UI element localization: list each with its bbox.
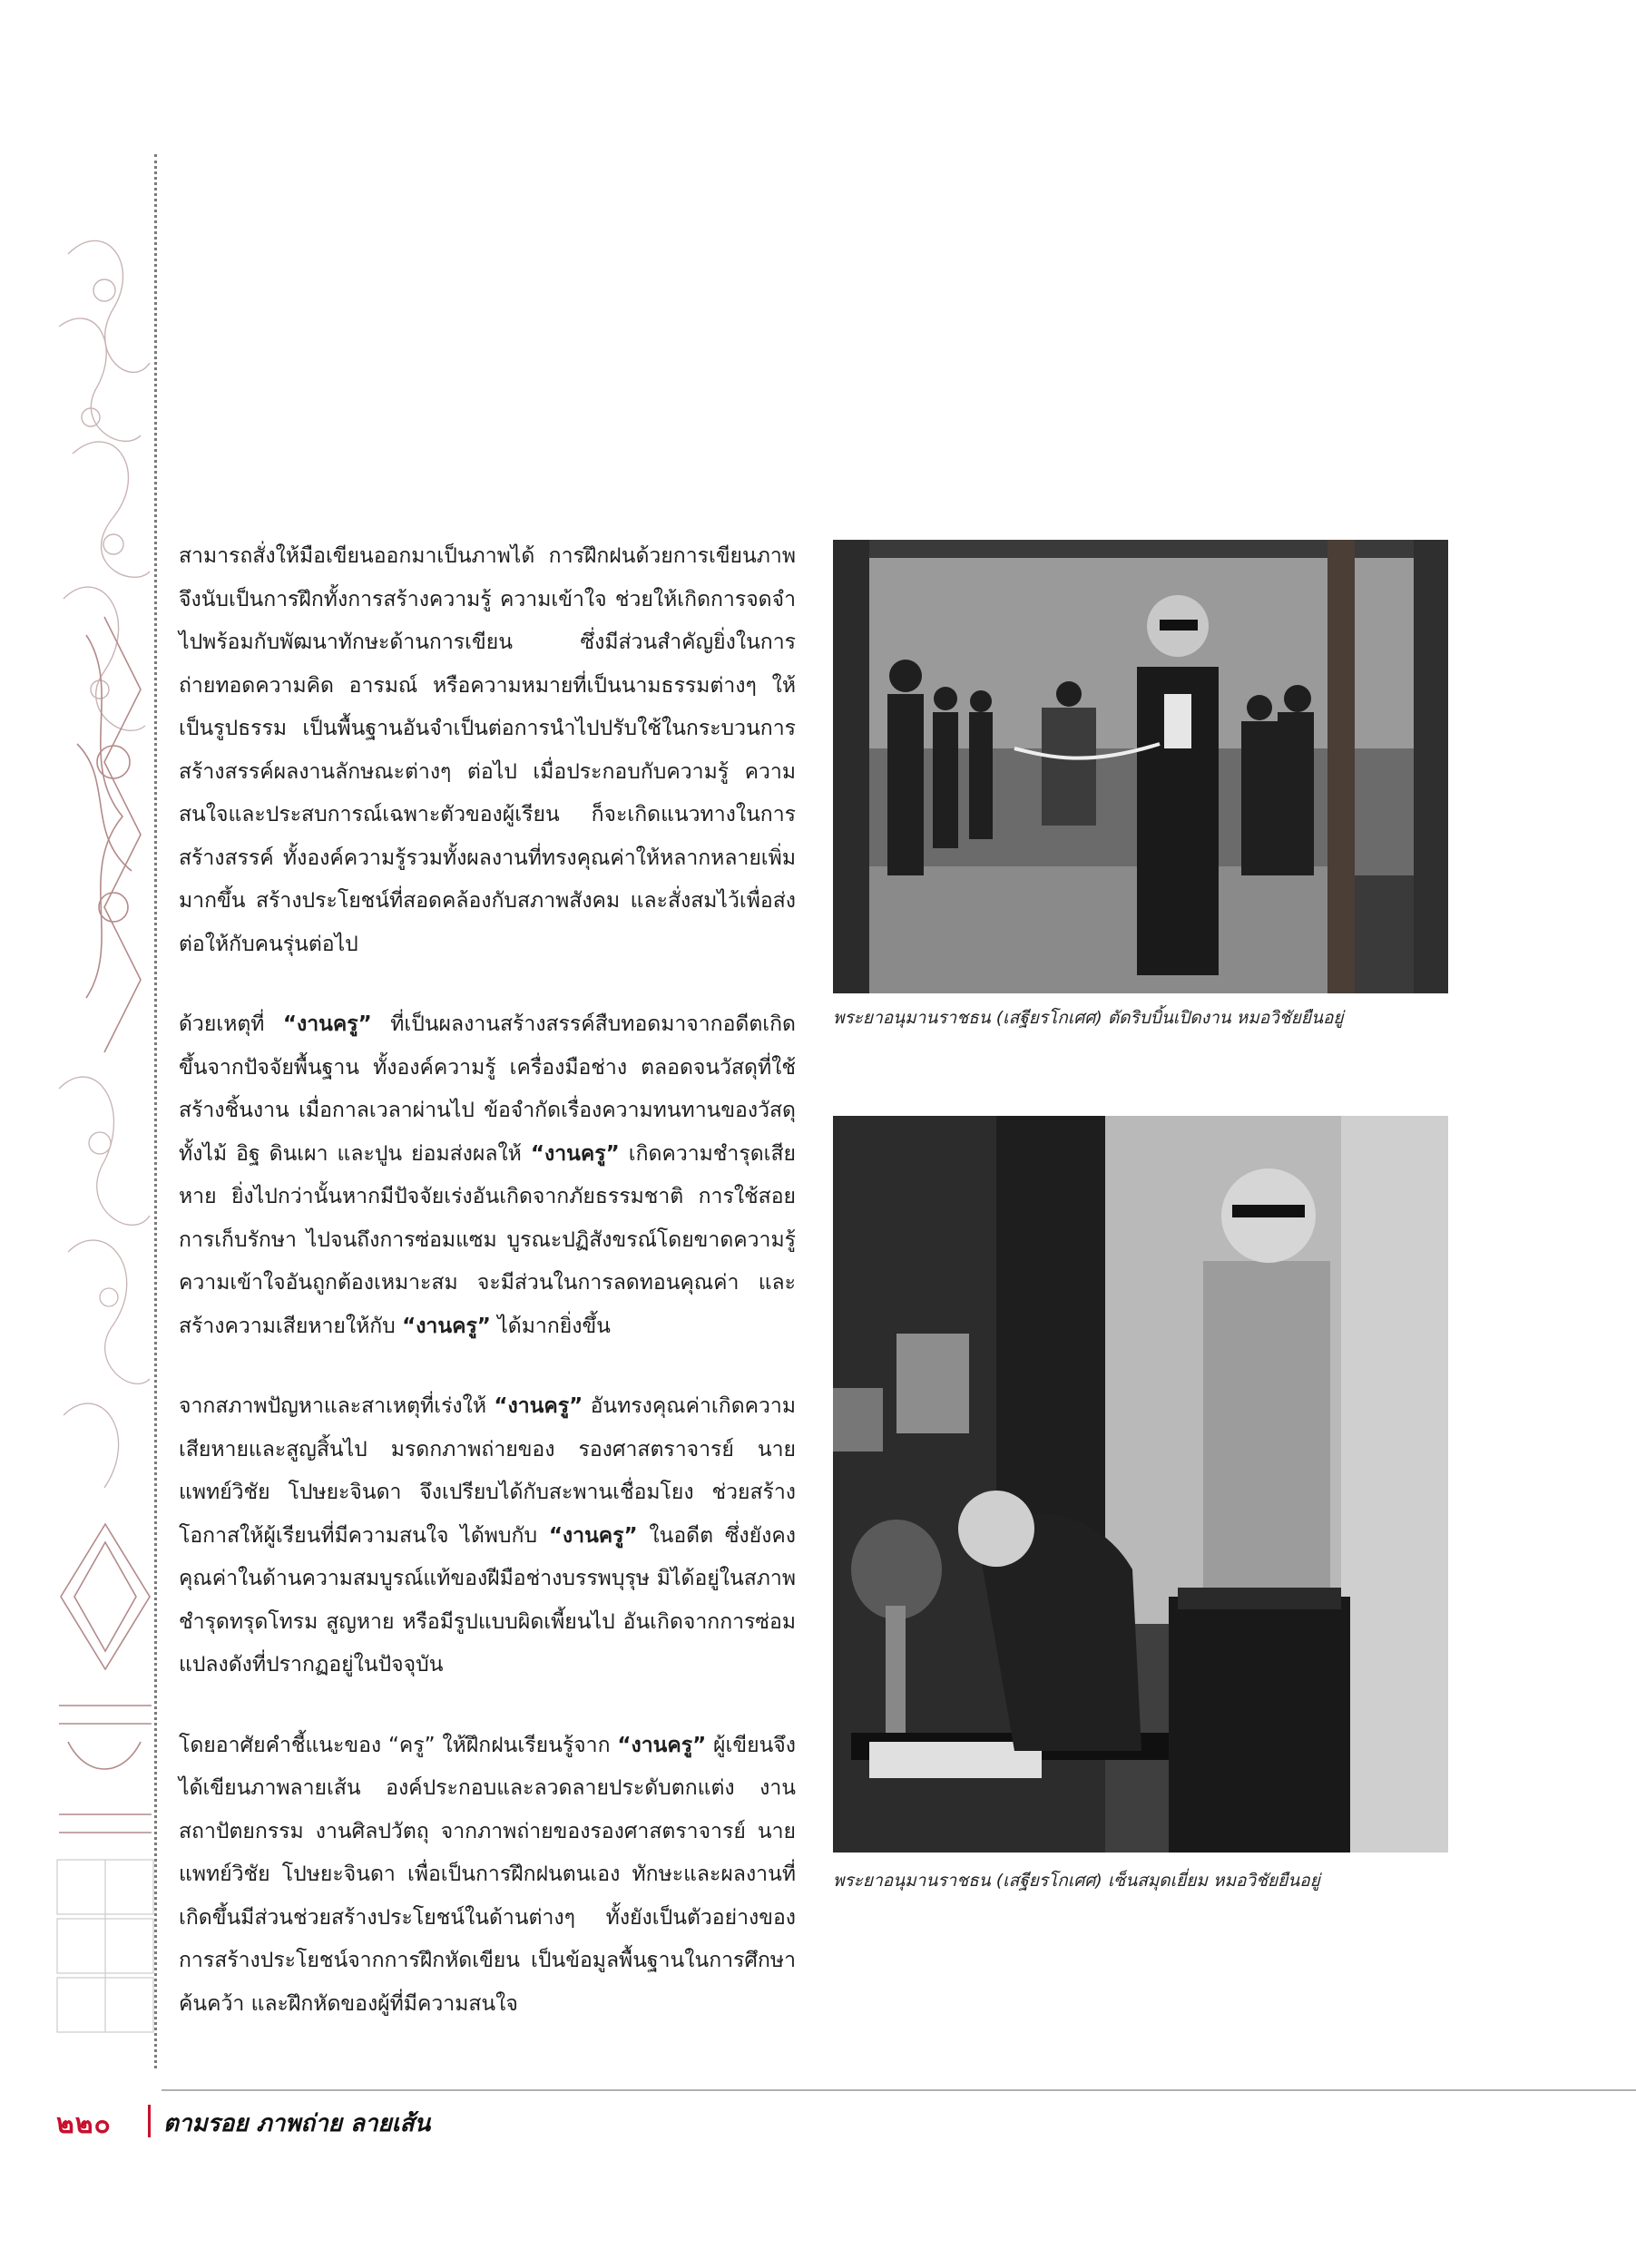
body-text-column	[179, 535, 796, 2063]
bold-term: “งานครู”	[530, 1141, 620, 1166]
dotted-margin-rule	[154, 154, 157, 2068]
running-title: ตามรอย ภาพถ่าย ลายเส้น	[163, 2110, 431, 2137]
text-segment: ได้มากยิ่งขึ้น	[490, 1314, 611, 1338]
paragraph-3	[179, 1385, 796, 1687]
text-segment: จากสภาพปัญหาและสาเหตุที่เร่งให้	[179, 1394, 495, 1418]
footer-rule	[162, 2089, 1636, 2091]
photo-guestbook-signing	[833, 1116, 1448, 1853]
page-number: ๒๒๐	[56, 2108, 112, 2140]
bold-term: “งานครู”	[402, 1314, 491, 1338]
text-segment: ที่เป็นผลงานสร้างสรรค์สืบทอดมาจากอดีตเกิดขึ้นจากปัจจัยพื้นฐาน ทั้งองค์ความรู้ เครื่องมือช่าง ตลอดจนวัสดุที่ใช้สร้างชิ้นงาน เมื่อกาลเวลาผ่านไป ข้อจำกัดเรื่องความทนทานของวัสดุ ทั้งไม้ อิฐ ดินเผา และปูน ย่อมส่งผลให้	[179, 1012, 796, 1166]
text-segment: ในอดีต ซึ่งยังคงคุณค่าในด้านความสมบูรณ์แท้ของฝีมือช่างบรรพบุรุษ มิได้อยู่ในสภาพชำรุดทรุดโทรม สูญหาย หรือมีรูปแบบผิดเพี้ยนไป อันเกิดจากการซ่อมแปลงดังที่ปรากฏอยู่ในปัจจุบัน	[179, 1523, 796, 1677]
photo-caption-2: พระยาอนุมานราชธน (เสฐียรโกเศศ) เซ็นสมุดเยี่ยม หมอวิชัยยืนอยู่	[833, 1871, 1320, 1891]
text-segment: ผู้เขียนจึงได้เขียนภาพลายเส้น องค์ประกอบและลวดลายประดับตกแต่ง งานสถาปัตยกรรม งานศิลปวัตถุ จากภาพถ่ายของรองศาสตราจารย์ นายแพทย์วิชัย โปษยะจินดา เพื่อเป็นการฝึกฝนตนเอง ทักษะและผลงานที่เกิดขึ้นมีส่วนช่วยสร้างประโยชน์ในด้านต่างๆ ทั้งยังเป็นตัวอย่างของการสร้างประโยชน์จากการฝึกหัดเขียน เป็นข้อมูลพื้นฐานในการศึกษา ค้นคว้า และฝึกหัดของผู้ที่มีความสนใจ	[179, 1733, 797, 2016]
bold-term: “งานครู”	[282, 1012, 372, 1036]
bold-term: “งานครู”	[494, 1394, 583, 1418]
paragraph-2	[179, 1003, 796, 1348]
photo-ribbon-cutting	[833, 540, 1448, 993]
text-segment: ด้วยเหตุที่	[179, 1012, 283, 1036]
paragraph-4	[179, 1725, 796, 2027]
text-segment: สามารถสั่งให้มือเขียนออกมาเป็นภาพได้ การฝึกฝนด้วยการเขียนภาพ จึงนับเป็นการฝึกทั้งการสร้างความรู้ ความเข้าใจ ช่วยให้เกิดการจดจำไปพร้อมกับพัฒนาทักษะด้านการเขียน ซึ่งมีส่วนสำคัญยิ่งในการถ่ายทอดความคิด อารมณ์ หรือความหมายที่เป็นนามธรรมต่างๆ ให้เป็นรูปธรรม เป็นพื้นฐานอันจำเป็นต่อการนำไปปรับใช้ในกระบวนการสร้างสรรค์ผลงานลักษณะต่างๆ ต่อไป เมื่อประกอบกับความรู้ ความสนใจและประสบการณ์เฉพาะตัวของผู้เรียน ก็จะเกิดแนวทางในการสร้างสรรค์ ทั้งองค์ความรู้รวมทั้งผลงานที่ทรงคุณค่าให้หลากหลายเพิ่มมากขึ้น สร้างประโยชน์ที่สอดคล้องกับสภาพสังคม และสั่งสมไว้เพื่อส่งต่อให้กับคนรุ่นต่อไป	[179, 544, 796, 956]
photo-caption-1: พระยาอนุมานราชธน (เสฐียรโกเศศ) ตัดริบบิ้นเปิดงาน หมอวิชัยยืนอยู่	[833, 1008, 1344, 1028]
thai-ornament-decoration	[50, 181, 161, 2059]
text-segment: เกิดความชำรุดเสียหาย ยิ่งไปกว่านั้นหากมีปัจจัยเร่งอันเกิดจากภัยธรรมชาติ การใช้สอย การเก็บรักษา ไปจนถึงการซ่อมแซม บูรณะปฏิสังขรณ์โดยขาดความรู้ ความเข้าใจอันถูกต้องเหมาะสม จะมีส่วนในการลดทอนคุณค่า และสร้างความเสียหายให้กับ	[179, 1141, 797, 1338]
footer-separator	[148, 2105, 151, 2137]
text-segment: โดยอาศัยคำชี้แนะของ “ครู” ให้ฝึกฝนเรียนรู้จาก	[179, 1733, 618, 1757]
bold-term: “งานครู”	[548, 1523, 638, 1548]
bold-term: “งานครู”	[617, 1733, 707, 1757]
text-segment: อันทรงคุณค่าเกิดความเสียหายและสูญสิ้นไป มรดกภาพถ่ายของ รองศาสตราจารย์ นายแพทย์วิชัย โปษยะจินดา จึงเปรียบได้กับสะพานเชื่อมโยง ช่วยสร้างโอกาสให้ผู้เรียนที่มีความสนใจ ได้พบกับ	[179, 1394, 797, 1548]
paragraph-1	[179, 535, 796, 966]
